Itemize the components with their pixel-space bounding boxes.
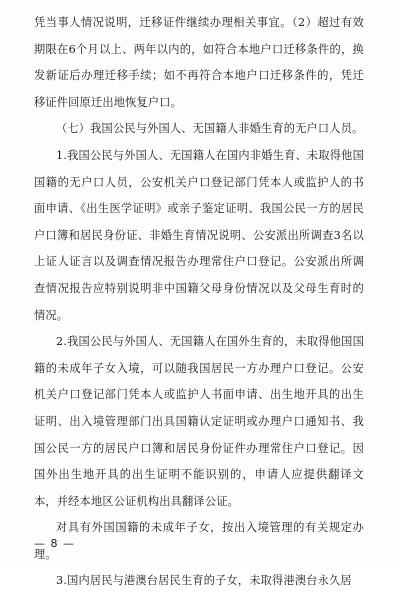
paragraph-item-1: 1.我国公民与外国人、无国籍人在国内非婚生育、未取得他国国籍的无户口人员，公安机关户口登记部门凭本人或监护人的书面申请、《出生医学证明》或亲子鉴定证明、我国公民一方的居民户口簿和居民身份证、非婚生育情况说明、公安派出所调查3名以上证人证言以及调查情况报告办理常住户口登记。公安派出所调查情况报告应特别说明非中国籍父母身份情况以及父母生育时的情况。 [34, 148, 364, 322]
section-heading-7: （七）我国公民与外国人、无国籍人非婚生育的无户口人员。 [56, 122, 364, 136]
paragraph-item-2: 2.我国公民与外国人、无国籍人在国外生育的，未取得他国国籍的未成年子女入境，可以随我国居民一方办理户口登记。公安机关户口登记部门凭本人或监护人书面申请、出生地开具的出生证明、出入境管理部门出具国籍认定证明或办理户口通知书、我国公民一方的居民户口簿和居民身份证件办理常住户口登记。因国外出生地开具的出生证明不能识别的，申请人应提供翻译文本，并经本地区公证机构出具翻译公证。 [34, 335, 364, 508]
paragraph-continuation: 凭当事人情况说明，迁移证件继续办理相关事宜。（2）超过有效期限在6个月以上、两年以内的，如符合本地户口迁移条件的，换发新证后办理迁移手续；如不再符合本地户口迁移条件的，凭迁移证件回原迁出地恢复户口。 [34, 16, 364, 109]
page-number: — 8 — [34, 537, 75, 550]
paragraph-item-3: 3.国内居民与港澳台居民生育的子女，未取得港澳台永久居 [56, 574, 352, 588]
paragraph-foreign-minors: 对具有外国国籍的未成年子女，按出入境管理的有关规定办理。 [34, 521, 364, 561]
document-body [34, 10, 364, 595]
